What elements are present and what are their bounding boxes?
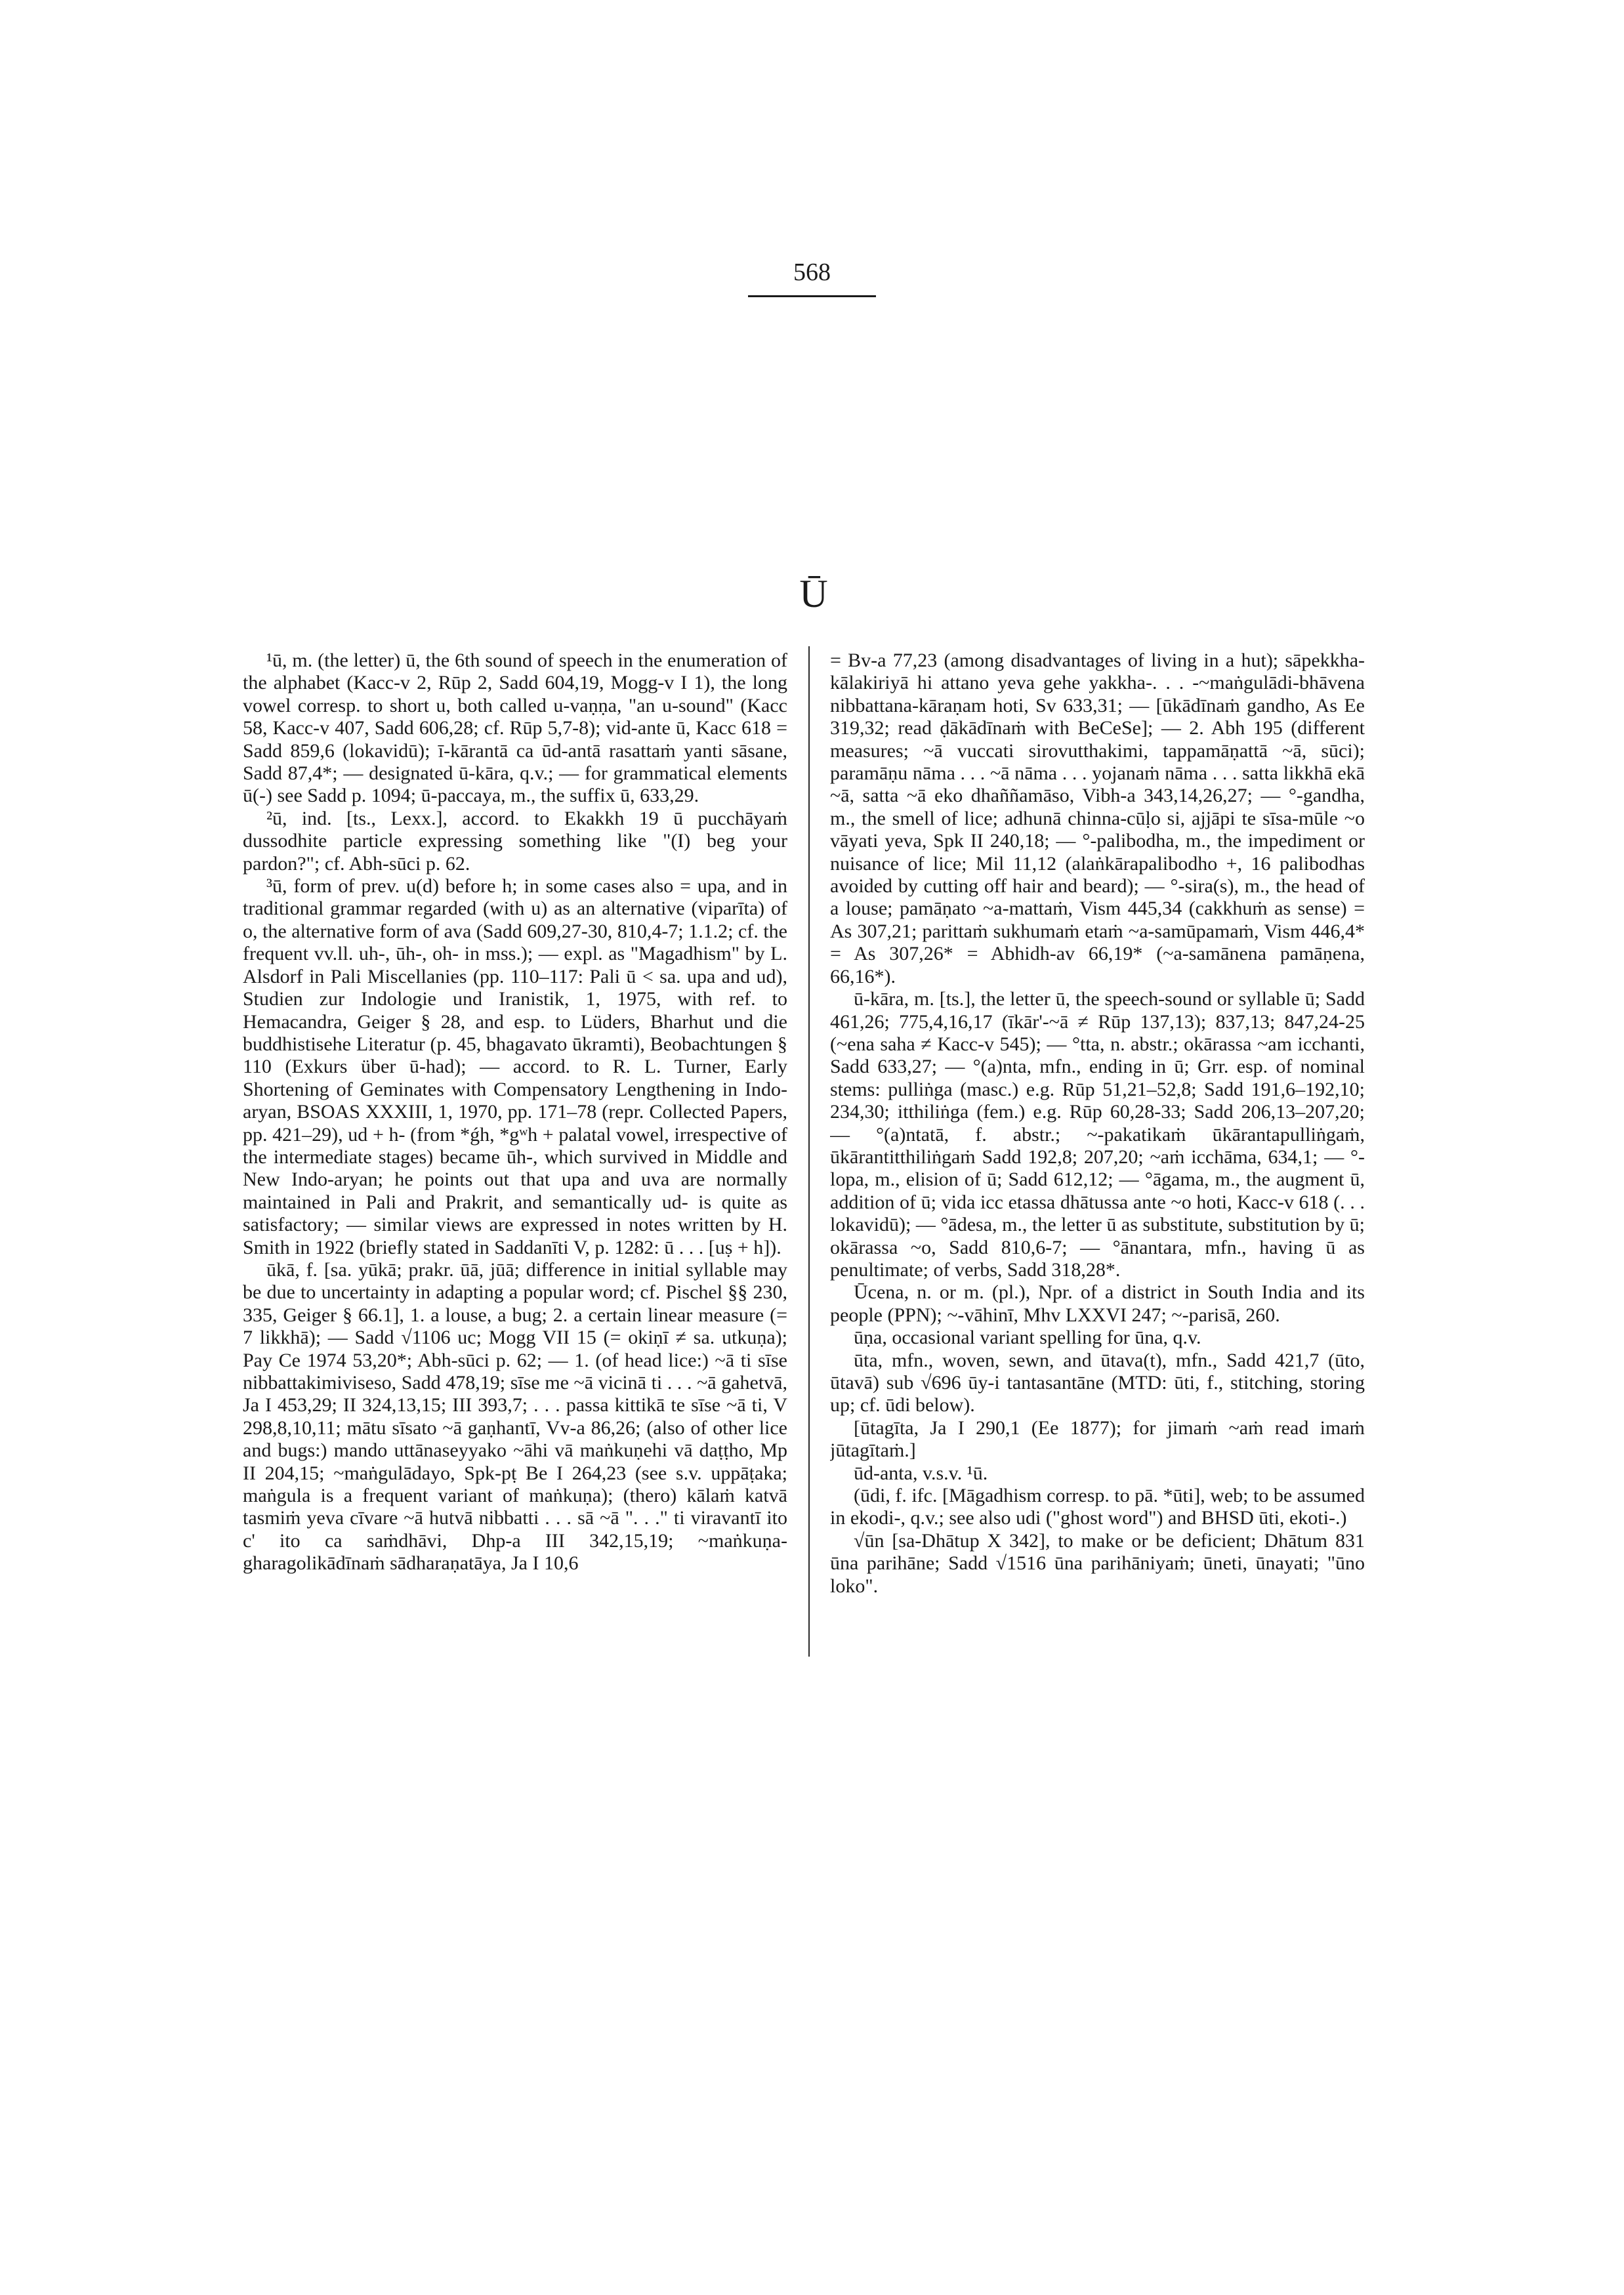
left-column bbox=[243, 650, 787, 2132]
dictionary-entry-ukara: ū-kāra, m. [ts.], the letter ū, the speech-sound or syllable ū; Sadd 461,26; 775,4,16,17 (īkār'-~ā ≠ Rūp 137,13); 837,13; 847,24-25 (~ena saha ≠ Kacc-v 545); — °tta, n. abstr.; okārassa ~am icchanti, Sadd 633,27; — °(a)nta, mfn., ending in ū; Grr. esp. of nominal stems: pulliṅga (masc.) e.g. Rūp 51,21–52,8; Sadd 191,6–192,10; 234,30; itthiliṅga (fem.) e.g. Rūp 60,28-33; Sadd 206,13–207,20; — °(a)ntatā, f. abstr.; ~-pakatikaṁ ūkārantapulliṅgaṁ, ūkārantitthiliṅgaṁ Sadd 192,8; 207,20; ~aṁ icchāma, 634,1; — °-lopa, m., elision of ū; Sadd 612,12; — °āgama, m., the augment ū, addition of ū; vida icc etassa dhātussa ante ~o hoti, Kacc-v 618 (. . . lokavidū); — °ādesa, m., the letter ū as substitute, substitution by ū; okārassa ~o, Sadd 810,6-7; — °ānantara, mfn., having ū as penultimate; of verbs, Sadd 318,28*. bbox=[830, 988, 1365, 1281]
dictionary-entry-udanta: ūd-anta, v.s.v. ¹ū. bbox=[854, 1462, 988, 1484]
dictionary-entry-utagita: [ūtagīta, Ja I 290,1 (Ee 1877); for jimaṁ ~aṁ read imaṁ jūtagītaṁ.] bbox=[830, 1416, 1365, 1462]
column-divider bbox=[808, 646, 810, 1657]
dictionary-entry-uta: ūta, mfn., woven, sewn, and ūtava(t), mfn., Sadd 421,7 (ūto, ūtavā) sub √696 ūy-i tantasantāne (MTD: ūti, f., stitching, storing up; cf. ūdi below). bbox=[830, 1349, 1365, 1416]
page-number: 568 bbox=[793, 258, 831, 286]
dictionary-entry-udi: (ūdi, f. ifc. [Māgadhism corresp. to pā. *ūti], web; to be assumed in ekodi-, q.v.; see also udi ("ghost word") and BHSD ūti, ekoti-.) bbox=[830, 1485, 1365, 1529]
dictionary-entry-u2: ²ū, ind. [ts., Lexx.], accord. to Ekakkh 19 ū pucchāyaṁ dussodhite particle expressing something like "(I) beg your pardon?"; cf. Abh-sūci p. 62. bbox=[243, 807, 787, 875]
dictionary-entry-u3: ³ū, form of prev. u(d) before h; in some cases also = upa, and in traditional grammar regarded (with u) as an alternative (viparīta) of o, the alternative form of ava (Sadd 609,27-30, 810,4-7; 1.1.2; cf. the frequent vv.ll. uh-, ūh-, oh- in mss.); — expl. as "Magadhism" by L. Alsdorf in Pali Miscellanies (pp. 110–117: Pali ū < sa. upa and ud), Studien zur Indologie und Iranistik, 1, 1975, with ref. to Hemacandra, Geiger § 28, and esp. to Lüders, Bharhut und die buddhistisehe Literatur (p. 45, bhagavato ūkramti), Beobachtungen § 110 (Exkurs über ū-had); — accord. to R. L. Turner, Early Shortening of Geminates with Compensatory Lengthening in Indo-aryan, BSOAS XXXIII, 1, 1970, pp. 171–78 (repr. Collected Papers, pp. 421–29), ud + h- (from *ǵh, *gʷh + palatal vowel, irrespective of the intermediate stages) became ūh-, which survived in Middle and New Indo-aryan; he points out that upa and uva are normally maintained in Pali and Prakrit, and semantically ud- is quite as satisfactory; — similar views are expressed in notes written by H. Smith in 1922 (briefly stated in Saddanīti V, p. 1282: ū . . . [uṣ + h]). bbox=[243, 875, 787, 1258]
section-letter-heading: Ū bbox=[799, 572, 828, 615]
dictionary-entry-una-variant: ūṇa, occasional variant spelling for ūna, q.v. bbox=[854, 1327, 1201, 1349]
dictionary-entry-ucena: Ūcena, n. or m. (pl.), Npr. of a district in South India and its people (PPN); ~-vāhinī, Mhv LXXVI 247; ~-parisā, 260. bbox=[830, 1281, 1365, 1326]
dictionary-entry-un-root: √ūn [sa-Dhātup X 342], to make or be deficient; Dhātum 831 ūna parihāne; Sadd √1516 ūna parihāniyaṁ; ūneti, ūnayati; "ūno loko". bbox=[830, 1529, 1365, 1597]
dictionary-entry-uka-continued: = Bv-a 77,23 (among disadvantages of living in a hut); sāpekkha-kālakiriyā hi attano yeva gehe yakkha-. . . -~maṅgulādi-bhāvena nibbattana-kāraṇam hoti, Sv 633,31; — [ūkādīnaṁ gandho, As Ee 319,32; read ḍākādīnaṁ with BeCeSe]; — 2. Abh 195 (different measures; ~ā vuccati sirovutthakimi, tappamāṇattā ~ā, sūci); paramāṇu nāma . . . ~ā nāma . . . yojanaṁ nāma . . . satta likkhā ekā ~ā, satta ~ā eko dhaññamāso, Vibh-a 343,14,26,27; — °-gandha, m., the smell of lice; adhunā chinna-cūḷo si, ajjāpi te sīsa-mūle ~o vāyati yeva, Spk II 240,18; — °-palibodha, m., the impediment or nuisance of lice; Mil 11,12 (alaṅkārapalibodho +, 16 palibodhas avoided by cutting off hair and beard); — °-sira(s), m., the head of a louse; pamāṇato ~a-mattaṁ, Vism 445,34 (cakkhuṁ as sense) = As 307,21; parittaṁ sukhumaṁ etaṁ ~a-samūpamaṁ, Vism 446,4* = As 307,26* = Abhidh-av 66,19* (~a-samānena pamāṇena, 66,16*). bbox=[830, 650, 1365, 987]
dictionary-entry-uka: ūkā, f. [sa. yūkā; prakr. ūā, jūā; difference in initial syllable may be due to uncertainty in adapting a popular word; cf. Pischel §§ 230, 335, Geiger § 66.1], 1. a louse, a bug; 2. a certain linear measure (= 7 likkhā); — Sadd √1106 uc; Mogg VII 15 (= okiṇī ≠ sa. utkuṇa); Pay Ce 1974 53,20*; Abh-sūci p. 62; — 1. (of head lice:) ~ā ti sīse nibbattakimiviseso, Sadd 478,19; sīse me ~ā vicinā ti . . . ~ā gahetvā, Ja I 453,29; II 324,13,15; III 393,7; . . . passa kittikā te sīse ~ā ti, V 298,8,10,11; mātu sīsato ~ā gaṇhantī, Vv-a 86,26; (also of other lice and bugs:) mando uttānaseyyako ~āhi vā maṅkuṇehi vā daṭṭho, Mp II 204,15; ~maṅgulādayo, Spk-pṭ Be I 264,23 (see s.v. uppāṭaka; maṅgula is a frequent variant of maṅkuṇa); (thero) kālaṁ katvā tasmiṁ yeva cīvare ~ā hutvā nibbatti . . . sā ~ā ". . ." ti viravantī ito c' ito ca saṁdhāvi, Dhp-a III 342,15,19; ~maṅkuṇa-gharagolikādīnaṁ sādharaṇatāya, Ja I 10,6 bbox=[243, 1258, 787, 1575]
dictionary-entry-u1: ¹ū, m. (the letter) ū, the 6th sound of speech in the enumeration of the alphabet (Kacc-v 2, Rūp 2, Sadd 604,19, Mogg-v I 1), the long vowel corresp. to short u, both called u-vaṇṇa, "an u-sound" (Kacc 58, Kacc-v 407, Sadd 606,28; cf. Rūp 5,7-8); vid-ante ū, Kacc 618 = Sadd 859,6 (lokavidū); ī-kārantā ca ūd-antā rasattaṁ yanti sāsane, Sadd 87,4*; — designated ū-kāra, q.v.; — for grammatical elements ū(-) see Sadd p. 1094; ū-paccaya, m., the suffix ū, 633,29. bbox=[243, 650, 787, 807]
right-column bbox=[830, 650, 1365, 2132]
page-number-rule bbox=[748, 295, 876, 297]
